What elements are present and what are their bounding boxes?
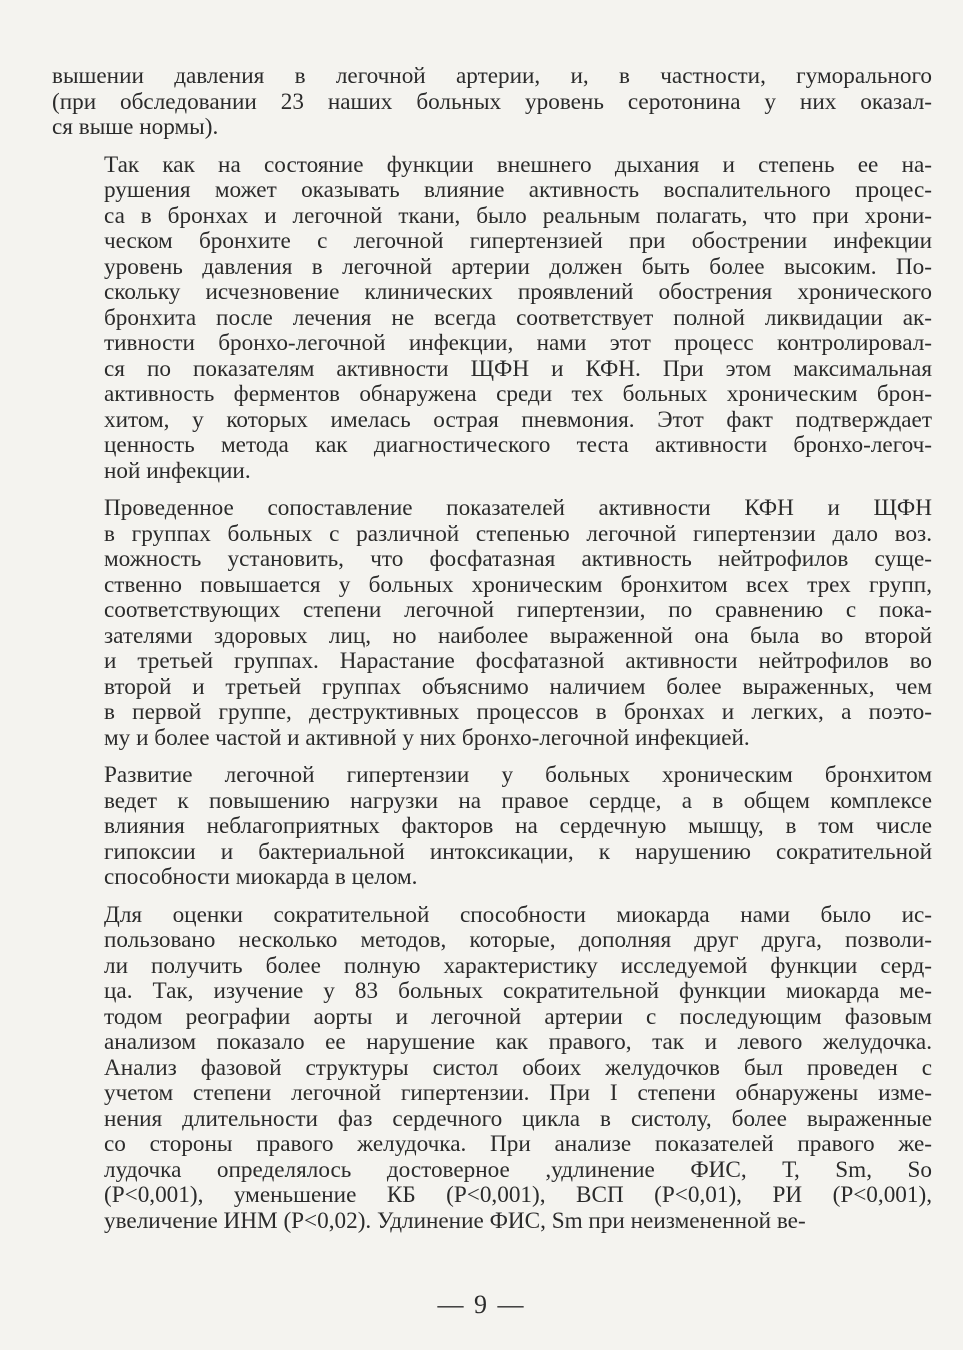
text-line: му и более частой и активной у них бронхо-легочной инфекцией. bbox=[104, 724, 750, 751]
text-line: в первой группе, деструктивных процессов в бронхах и легких, а поэто- bbox=[104, 699, 932, 725]
text-line: ся выше нормы). bbox=[52, 114, 219, 140]
text-line: вышении давления в легочной артерии, и, в частности, гуморального bbox=[52, 63, 932, 89]
text-line: са в бронхах и легочной ткани, было реальным полагать, что при хрони- bbox=[104, 202, 932, 229]
text-line: в группах больных с различной степенью легочной гипертензии дало воз. bbox=[104, 520, 932, 547]
paragraph bbox=[52, 496, 932, 751]
paragraph bbox=[52, 153, 932, 485]
text-line: рушения может оказывать влияние активность воспалительного процес- bbox=[104, 177, 932, 203]
text-line: ведет к повышению нагрузки на правое сердце, а в общем комплексе bbox=[104, 787, 932, 814]
document-body bbox=[52, 64, 932, 1246]
text-line: ценность метода как диагностического теста активности бронхо-легоч- bbox=[104, 432, 932, 458]
text-line: со стороны правого желудочка. При анализе показателей правого же- bbox=[104, 1131, 932, 1157]
text-line: тодом реографии аорты и легочной артерии с последующим фазовым bbox=[104, 1003, 932, 1030]
text-line: пользовано несколько методов, которые, дополняя друг друга, позволи- bbox=[104, 927, 932, 953]
text-line: ной инфекции. bbox=[104, 457, 251, 484]
text-line: Развитие легочной гипертензии у больных хроническим бронхитом bbox=[104, 762, 932, 788]
text-line: Анализ фазовой структуры систол обоих желудочков был проведен с bbox=[104, 1054, 932, 1081]
text-line: ся по показателям активности ЩФН и КФН. При этом максимальная bbox=[104, 355, 932, 382]
text-line: (при обследовании 23 наших больных уровень серотонина у них оказал- bbox=[52, 88, 932, 115]
text-line: второй и третьей группах объяснимо наличием более выраженных, чем bbox=[104, 673, 932, 700]
paragraph bbox=[52, 903, 932, 1235]
text-line: тивности бронхо-легочной инфекции, нами этот процесс контролировал- bbox=[104, 330, 932, 356]
text-line: способности миокарда в целом. bbox=[104, 864, 418, 890]
text-line: хитом, у которых имелась острая пневмония. Этот факт подтверждает bbox=[104, 406, 932, 433]
text-line: можность установить, что фосфатазная активность нейтрофилов суще- bbox=[104, 546, 932, 572]
text-line: влияния неблагоприятных факторов на сердечную мышцу, в том числе bbox=[104, 813, 932, 839]
text-line: ли получить более полную характеристику исследуемой функции серд- bbox=[104, 952, 932, 979]
text-line: Для оценки сократительной способности миокарда нами было ис- bbox=[104, 901, 932, 928]
text-line: (Р<0,001), уменьшение КБ (Р<0,001), ВСП (Р<0,01), РИ (Р<0,001), bbox=[104, 1182, 932, 1208]
paragraph bbox=[52, 763, 932, 891]
paragraph bbox=[52, 64, 932, 141]
text-line: соответствующих степени легочной гипертензии, по сравнению с пока- bbox=[104, 597, 932, 623]
text-line: увеличение ИНМ (Р<0,02). Удлинение ФИС, Sm при неизмененной ве- bbox=[104, 1207, 806, 1234]
text-line: ца. Так, изучение у 83 больных сократительной функции миокарда ме- bbox=[104, 978, 932, 1004]
page-number: — 9 — bbox=[437, 1290, 526, 1319]
text-line: гипоксии и бактериальной интоксикации, к нарушению сократительной bbox=[104, 838, 932, 865]
text-line: и третьей группах. Нарастание фосфатазной активности нейтрофилов во bbox=[104, 648, 932, 674]
text-line: ческом бронхите с легочной гипертензией при обострении инфекции bbox=[104, 228, 932, 254]
text-line: Проведенное сопоставление показателей активности КФН и ЩФН bbox=[104, 495, 932, 521]
text-line: уровень давления в легочной артерии должен быть более высоким. По- bbox=[104, 253, 932, 280]
text-line: скольку исчезновение клинических проявлений обострения хронического bbox=[104, 279, 932, 305]
text-line: зателями здоровых лиц, но наиболее выраженной она была во второй bbox=[104, 622, 932, 649]
text-line: учетом степени легочной гипертензии. При I степени обнаружены изме- bbox=[104, 1080, 932, 1106]
text-line: ственно повышается у больных хроническим бронхитом всех трех групп, bbox=[104, 571, 932, 598]
text-line: лудочка определялось достоверное ,удлинение ФИС, Т, Sm, So bbox=[104, 1156, 932, 1183]
text-line: бронхита после лечения не всегда соответствует полной ликвидации ак- bbox=[104, 304, 932, 331]
text-line: анализом показало ее нарушение как правого, так и левого желудочка. bbox=[104, 1029, 932, 1055]
text-line: Так как на состояние функции внешнего дыхания и степень ее на- bbox=[104, 151, 932, 178]
text-line: нения длительности фаз сердечного цикла в систолу, более выраженные bbox=[104, 1105, 932, 1132]
text-line: активность ферментов обнаружена среди тех больных хроническим брон- bbox=[104, 381, 932, 407]
